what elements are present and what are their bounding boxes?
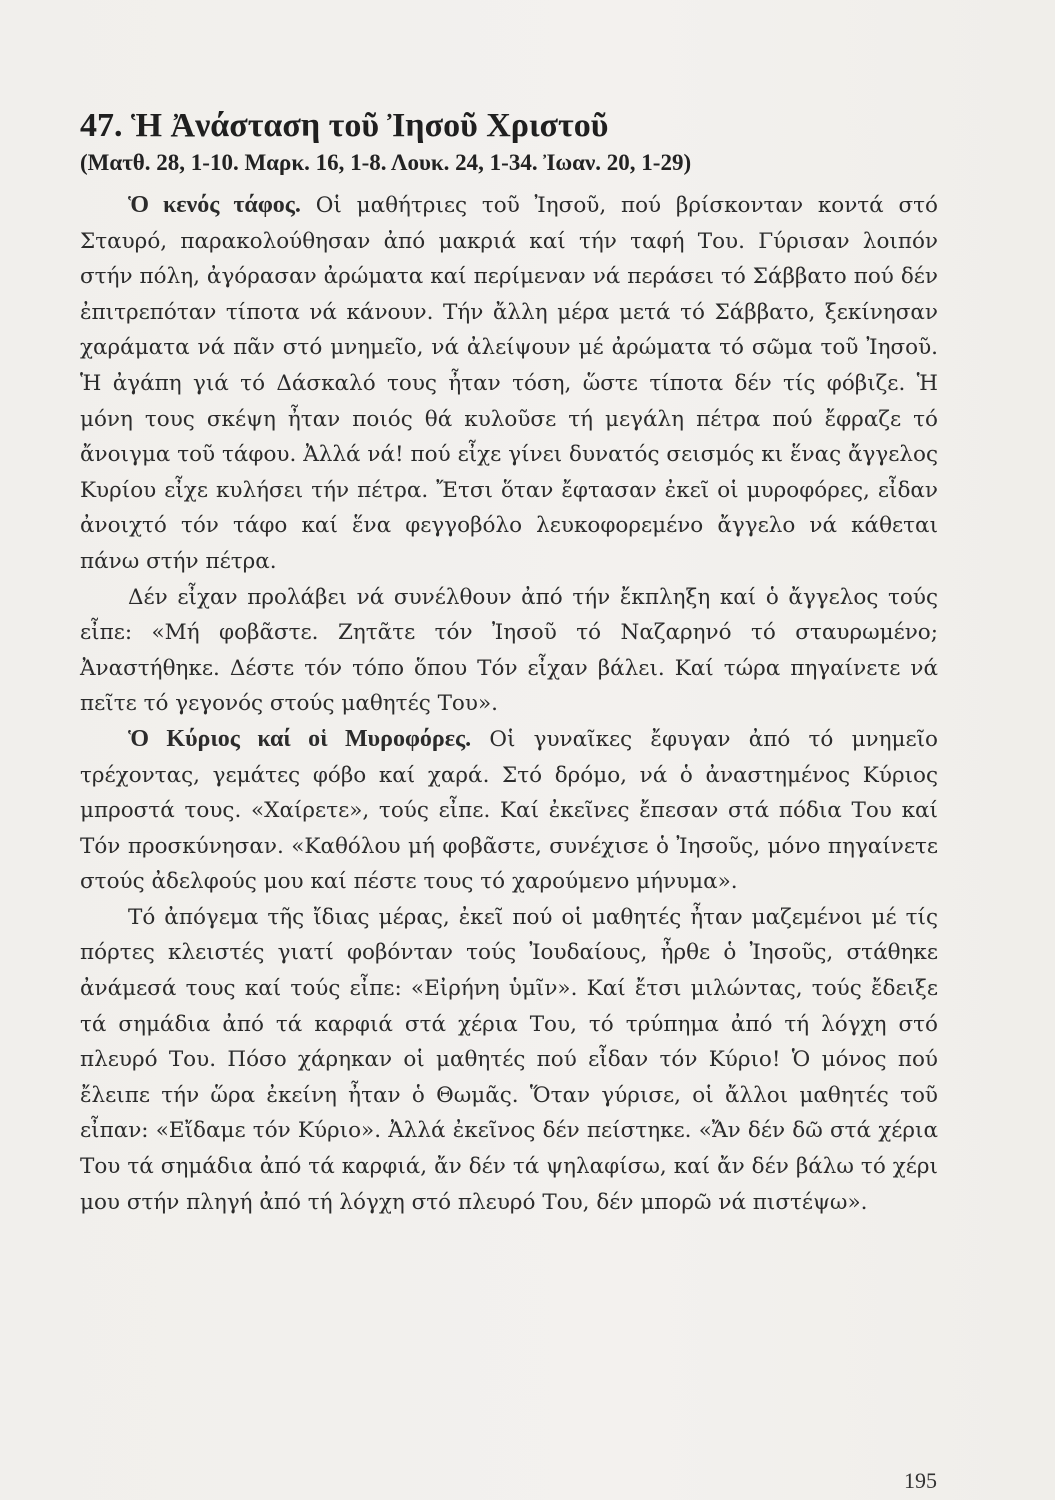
section-heading: Ὁ κενός τάφος. [128,192,301,218]
chapter-title [80,106,938,146]
chapter-title-text: Ἡ Ἀνάσταση τοῦ Ἰησοῦ Χριστοῦ [131,107,609,144]
paragraph-text: Δέν εἶχαν προλάβει νά συνέλθουν ἀπό τήν ἔκπληξη καί ὁ ἄγγελος τούς εἶπε: «Μή φοβᾶστε. Ζητᾶτε τόν Ἰησοῦ τό Ναζαρηνό τό σταυρωμένο; Ἀναστήθηκε. Δέστε τόν τόπο ὅπου Τόν εἶχαν βάλει. Καί τώρα πηγαίνετε νά πεῖτε τό γεγονός στούς μαθητές Του». [80,584,938,717]
section-heading: Ὁ Κύριος καί οἱ Μυροφόρες. [128,725,472,752]
paragraph [80,722,938,900]
paragraph [80,580,938,722]
page-number: 195 [904,1468,937,1493]
paragraph-text: Οἱ μαθήτριες τοῦ Ἰησοῦ, πού βρίσκονταν κοντά στό Σταυρό, παρακολούθησαν ἀπό μακριά καί τήν ταφή Του. Γύρισαν λοιπόν στήν πόλη, ἀγόρασαν ἀρώματα καί περίμεναν νά περάσει τό Σάββατο πού δέν ἐπιτρεπόταν τίποτα νά κάνουν. Τήν ἄλλη μέρα μετά τό Σάββατο, ξεκίνησαν χαράματα νά πᾶν στό μνημεῖο, νά ἀλείψουν μέ ἀρώματα τό σῶμα τοῦ Ἰησοῦ. Ἡ ἀγάπη γιά τό Δάσκαλό τους ἦταν τόση, ὥστε τίποτα δέν τίς φόβιζε. Ἡ μόνη τους σκέψη ἦταν ποιός θά κυλοῦσε τή μεγάλη πέτρα πού ἔφραζε τό ἄνοιγμα τοῦ τάφου. Ἀλλά νά! πού εἶχε γίνει δυνατός σεισμός κι ἕνας ἄγγελος Κυρίου εἶχε κυλήσει τήν πέτρα. Ἔτσι ὅταν ἔφτασαν ἐκεῖ οἱ μυροφόρες, εἶδαν ἀνοιχτό τόν τάφο καί ἕνα φεγγοβόλο λευκοφορεμένο ἄγγελο νά κάθεται πάνω στήν πέτρα. [80,193,939,574]
chapter-number: 47. [80,107,123,144]
paragraph-text: Οἱ γυναῖκες ἔφυγαν ἀπό τό μνημεῖο τρέχοντας, γεμάτες φόβο καί χαρά. Στό δρόμο, νά ὁ ἀναστημένος Κύριος μπροστά τους. «Χαίρετε», τούς εἶπε. Καί ἐκεῖνες ἔπεσαν στά πόδια Του καί Τόν προσκύνησαν. «Καθόλου μή φοβᾶστε, συνέχισε ὁ Ἰησοῦς, μόνο πηγαίνετε στούς ἀδελφούς μου καί πέστε τους τό χαρούμενο μήνυμα». [80,726,938,895]
paragraph [80,900,938,1220]
paragraph-text: Τό ἀπόγεμα τῆς ἴδιας μέρας, ἐκεῖ πού οἱ μαθητές ἦταν μαζεμένοι μέ τίς πόρτες κλειστές γιατί φοβόνταν τούς Ἰουδαίους, ἦρθε ὁ Ἰησοῦς, στάθηκε ἀνάμεσά τους καί τούς εἶπε: «Εἰρήνη ὑμῖν». Καί ἔτσι μιλώντας, τούς ἔδειξε τά σημάδια ἀπό τά καρφιά στά χέρια Του, τό τρύπημα ἀπό τή λόγχη στό πλευρό Του. Πόσο χάρηκαν οἱ μαθητές πού εἶδαν τόν Κύριο! Ὁ μόνος πού ἔλειπε τήν ὥρα ἐκείνη ἦταν ὁ Θωμᾶς. Ὅταν γύρισε, οἱ ἄλλοι μαθητές τοῦ εἶπαν: «Εἴδαμε τόν Κύριο». Ἀλλά ἐκεῖνος δέν πείστηκε. «Ἄν δέν δῶ στά χέρια Του τά σημάδια ἀπό τά καρφιά, ἄν δέν τά ψηλαφίσω, καί ἄν δέν βάλω τό χέρι μου στήν πληγή ἀπό τή λόγχη στό πλευρό Του, δέν μπορῶ νά πιστέψω». [80,904,938,1215]
page-content [80,106,938,1220]
scripture-references: (Ματθ. 28, 1-10. Μαρκ. 16, 1-8. Λουκ. 24, 1-34. Ἰωαν. 20, 1-29) [80,150,692,175]
paragraph [80,188,938,580]
